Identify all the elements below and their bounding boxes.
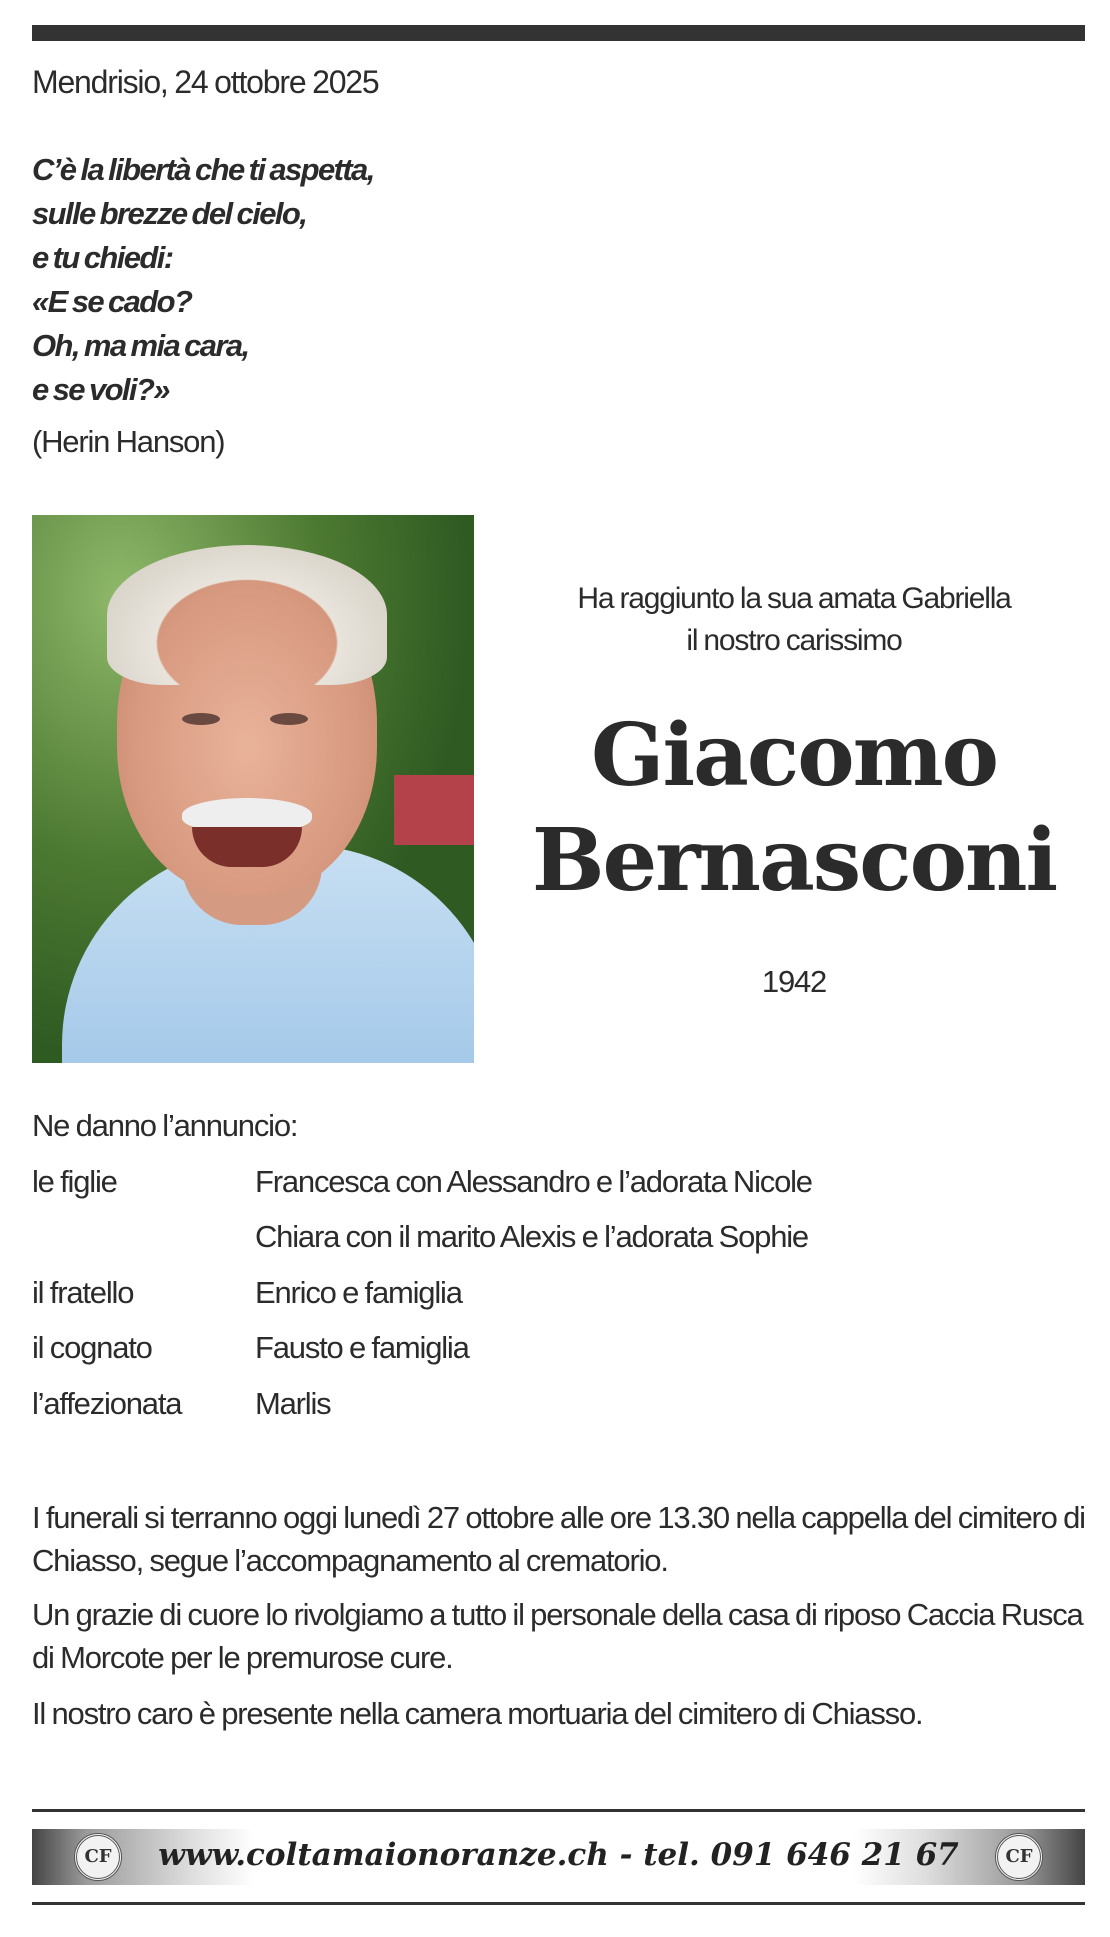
birth-year: 1942 bbox=[761, 964, 827, 999]
poem-line: e tu chiedi: bbox=[32, 240, 173, 275]
intro-line: Ha raggiunto la sua amata Gabriella bbox=[577, 582, 1011, 615]
deceased-last-name: Bernasconi bbox=[531, 810, 1057, 911]
poem-line: C’è la libertà che ti aspetta, bbox=[32, 152, 374, 187]
intro-line: il nostro carissimo bbox=[686, 624, 902, 657]
mourner-names: Chiara con il marito Alexis e l’adorata Sophie bbox=[255, 1219, 808, 1254]
deceased-first-name: Giacomo bbox=[591, 705, 997, 806]
top-rule bbox=[32, 25, 1085, 41]
footer-rule-top bbox=[32, 1809, 1085, 1812]
viewing-notice: Il nostro caro è presente nella camera mortuaria del cimitero di Chiasso. bbox=[32, 1696, 923, 1731]
footer-rule-bottom bbox=[32, 1902, 1085, 1905]
mourner-names: Marlis bbox=[255, 1386, 331, 1421]
poem-author: (Herin Hanson) bbox=[32, 424, 225, 459]
poem-line: e se voli?» bbox=[32, 372, 169, 407]
poem-line: Oh, ma mia cara, bbox=[32, 328, 249, 363]
portrait-photo bbox=[32, 515, 474, 1063]
mourner-names: Francesca con Alessandro e l’adorata Nicole bbox=[255, 1164, 812, 1199]
relation: l’affezionata bbox=[32, 1386, 182, 1421]
funeral-home-logo-icon: CF bbox=[74, 1833, 122, 1881]
relation: il fratello bbox=[32, 1275, 134, 1310]
funeral-home-banner bbox=[32, 1829, 1085, 1885]
poem-line: «E se cado? bbox=[32, 284, 192, 319]
banner-contact-text: www.coltamaionoranze.ch - tel. 091 646 21 67 bbox=[158, 1837, 959, 1873]
poem bbox=[32, 148, 374, 412]
relation: il cognato bbox=[32, 1330, 152, 1365]
funeral-home-logo-icon: CF bbox=[995, 1833, 1043, 1881]
relation: le figlie bbox=[32, 1164, 117, 1199]
mourners-heading: Ne danno l’annuncio: bbox=[32, 1108, 298, 1143]
mourner-names: Fausto e famiglia bbox=[255, 1330, 469, 1365]
mourner-names: Enrico e famiglia bbox=[255, 1275, 462, 1310]
funeral-notice: I funerali si terranno oggi lunedì 27 ottobre alle ore 13.30 nella cappella del cimitero di Chiasso, segue l’accompagnamento al crematorio. bbox=[32, 1500, 1085, 1578]
thanks-notice: Un grazie di cuore lo rivolgiamo a tutto il personale della casa di riposo Caccia Rusca di Morcote per le premurose cure. bbox=[32, 1597, 1083, 1675]
poem-line: sulle brezze del cielo, bbox=[32, 196, 307, 231]
date-line: Mendrisio, 24 ottobre 2025 bbox=[32, 64, 379, 100]
